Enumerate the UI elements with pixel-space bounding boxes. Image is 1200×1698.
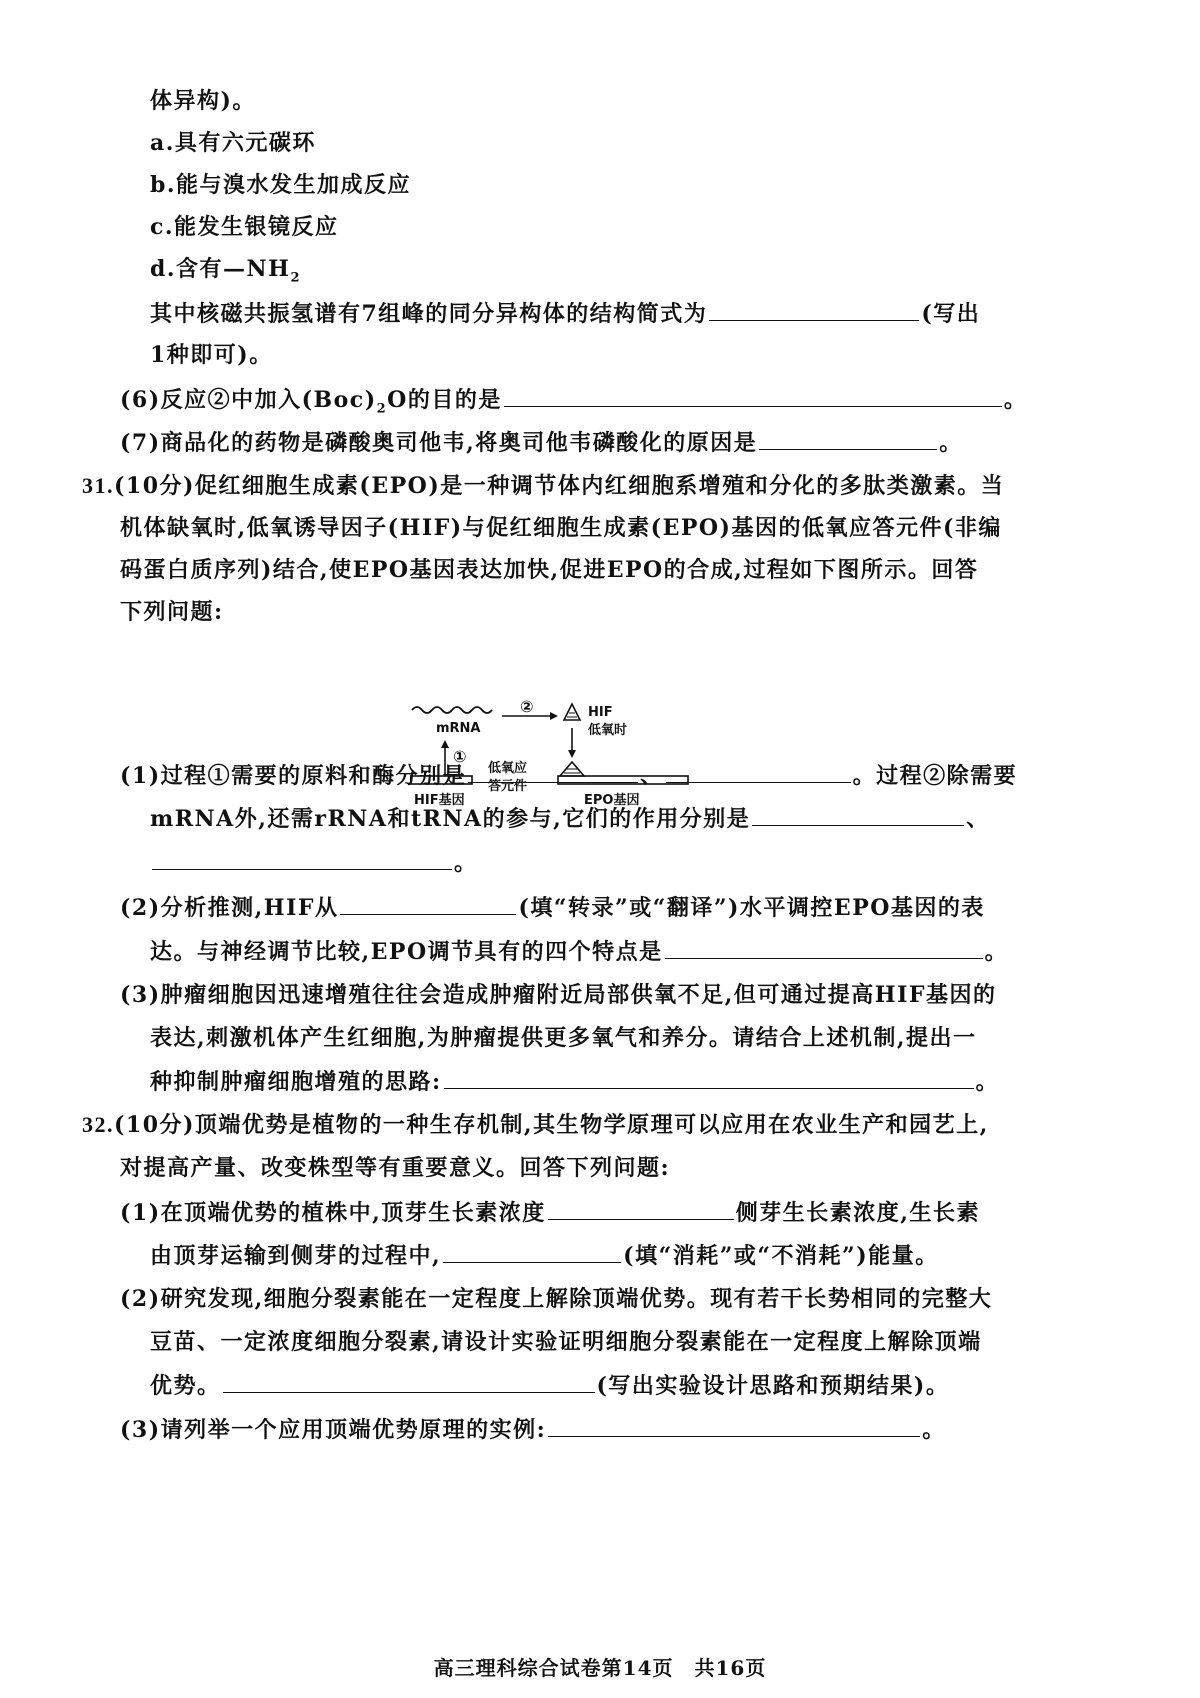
mrna-wave [412, 707, 492, 713]
q31-part2-features-blank[interactable] [665, 936, 983, 959]
q32-part3-example-blank[interactable] [548, 1414, 920, 1437]
q31-part1-enzyme-blank[interactable] [666, 760, 851, 783]
q31-part1-text-b: 。过程②除需要 [852, 763, 1018, 789]
q30-part6-sub: 2 [376, 401, 388, 417]
q30-part6-end: 。 [1003, 387, 1028, 413]
q32-part2-design-blank[interactable] [223, 1370, 595, 1393]
q30-option-d-sub: 2 [290, 270, 301, 286]
q31-stem-line1 [82, 471, 1004, 501]
q32-part1-line1 [120, 1197, 980, 1228]
q31-part1-text-a: (1)过程①需要的原料和酶分别是 [120, 763, 467, 789]
q31-part3-end: 。 [975, 1069, 1000, 1095]
q32-part3-end: 。 [922, 1417, 946, 1443]
q31-part1-end: 。 [454, 850, 478, 876]
q30-option-d-text: d.含有—NH [150, 256, 291, 282]
q32-stem-line1 [82, 1110, 989, 1140]
q30-option-a: a.具有六元碳环 [150, 130, 316, 156]
q30-part7 [120, 427, 963, 458]
q32-part1-energy-blank[interactable] [443, 1240, 621, 1263]
q32-part3 [120, 1414, 946, 1445]
step1-arrowhead [441, 740, 449, 748]
q32-part1-text-d: (填“消耗”或“不消耗”)能量。 [623, 1243, 939, 1269]
q31-part2-level-blank[interactable] [340, 892, 516, 915]
q31-part1-raw-material-blank[interactable] [468, 760, 638, 783]
q30-nmr-tail: (写出 [921, 301, 981, 327]
q32-part1-text-b: 侧芽生长素浓度,生长素 [735, 1200, 980, 1226]
mrna-label: mRNA [436, 721, 481, 736]
q30-part7-answer-blank[interactable] [759, 427, 937, 450]
q31-line1-text: (10分)促红细胞生成素(EPO)是一种调节体内红细胞系增殖和分化的多肽类激素。当 [114, 473, 1005, 499]
q31-part2-text-b: (填“转录”或“翻译”)水平调控EPO基因的表 [518, 895, 985, 921]
q32-part2-line3 [150, 1370, 949, 1401]
q32-line1-text: (10分)顶端优势是植物的一种生存机制,其生物学原理可以应用在农业生产和园艺上, [114, 1112, 989, 1138]
q32-part2-line2: 豆苗、一定浓度细胞分裂素,请设计实验证明细胞分裂素能在一定程度上解除顶端 [150, 1329, 982, 1355]
q32-part1-line2 [150, 1240, 939, 1271]
hif-gene-label: HIF基因 [414, 793, 465, 808]
q30-part7-text: (7)商品化的药物是磷酸奥司他韦,将奥司他韦磷酸化的原因是 [120, 430, 758, 456]
q31-part1-rrna-blank[interactable] [752, 803, 964, 826]
q32-part2-text-c: 优势。 [150, 1373, 221, 1399]
epo-regulation-diagram [410, 700, 770, 810]
q30-option-c: c.能发生银镜反应 [150, 214, 339, 240]
q32-part3-text: (3)请列举一个应用顶端优势原理的实例: [120, 1417, 547, 1443]
step2-arrowhead [550, 712, 558, 720]
q31-part1-sep: 、 [640, 763, 664, 789]
q31-part2-text-a: (2)分析推测,HIF从 [120, 895, 339, 921]
q32-stem-line2: 对提高产量、改变株型等有重要意义。回答下列问题: [120, 1155, 671, 1181]
q31-number: 31. [82, 473, 114, 498]
q31-stem-line3: 码蛋白质序列)结合,使EPO基因表达加快,促进EPO的合成,过程如下图所示。回答 [120, 557, 979, 583]
binding-arrowhead [568, 750, 576, 758]
q31-stem-line2: 机体缺氧时,低氧诱导因子(HIF)与促红细胞生成素(EPO)基因的低氧应答元件(非编 [120, 515, 1002, 541]
q30-nmr-line2: 1种即可)。 [150, 342, 273, 368]
hre-label-line1: 低氧应 [488, 761, 528, 776]
q30-part6-text: O的目的是 [387, 387, 502, 413]
low-o2-time-label: 低氧时 [588, 723, 628, 738]
q31-part1-line2 [150, 803, 990, 834]
q32-part1-compare-blank[interactable] [548, 1197, 734, 1220]
q31-part1-line3 [150, 847, 478, 878]
q30-part7-end: 。 [939, 430, 963, 456]
hif-protein-shape [564, 704, 580, 720]
q31-part1-line1 [120, 760, 1017, 791]
q30-option-b: b.能与溴水发生加成反应 [150, 172, 412, 198]
q30-nmr-answer-blank[interactable] [709, 298, 919, 321]
q30-option-d [150, 254, 301, 293]
step2-label: ② [520, 700, 534, 716]
q30-cont-line: 体异构)。 [150, 88, 256, 114]
q31-part1-text-c: mRNA外,还需rRNA和tRNA的参与,它们的作用分别是 [150, 806, 751, 832]
hif-label: HIF [588, 705, 613, 720]
step1-label: ① [453, 747, 467, 766]
q31-part2-end: 。 [984, 939, 1009, 965]
q32-number: 32. [82, 1112, 114, 1137]
q31-part2-text-c: 达。与神经调节比较,EPO调节具有的四个特点是 [150, 939, 663, 965]
q31-part3-idea-blank[interactable] [444, 1066, 974, 1089]
q30-nmr-line [150, 298, 980, 329]
epo-gene-label: EPO基因 [584, 793, 640, 808]
q32-part1-text-c: 由顶芽运输到侧芽的过程中, [150, 1243, 442, 1269]
q31-part1-sep2: 、 [966, 806, 990, 832]
q31-part3-line2: 表达,刺激机体产生红细胞,为肿瘤提供更多氧气和养分。请结合上述机制,提出一 [150, 1025, 977, 1051]
q31-part2-line1 [120, 892, 985, 923]
q30-part6-prefix: (6)反应②中加入(Boc) [120, 387, 377, 413]
q31-part3-line1: (3)肿瘤细胞因迅速增殖往往会造成肿瘤附近局部供氧不足,但可通过提高HIF基因的 [120, 982, 997, 1008]
page-footer: 高三理科综合试卷第14页 共16页 [433, 1656, 767, 1680]
q32-part1-text-a: (1)在顶端优势的植株中,顶芽生长素浓度 [120, 1200, 546, 1226]
q30-part6-answer-blank[interactable] [504, 384, 1002, 407]
q32-part2-line1: (2)研究发现,细胞分裂素能在一定程度上解除顶端优势。现有若干长势相同的完整大 [120, 1286, 993, 1312]
hre-label-line2: 答元件 [488, 779, 528, 794]
q31-part3-text-c: 种抑制肿瘤细胞增殖的思路: [150, 1069, 442, 1095]
q30-part6 [120, 384, 1027, 424]
q31-part3-line3 [150, 1066, 999, 1097]
q31-part2-line2 [150, 936, 1008, 967]
q30-nmr-text: 其中核磁共振氢谱有7组峰的同分异构体的结构简式为 [150, 301, 708, 327]
q32-part2-text-d: (写出实验设计思路和预期结果)。 [596, 1373, 950, 1399]
q31-part1-trna-blank[interactable] [152, 847, 452, 870]
q31-stem-line4: 下列问题: [120, 599, 224, 625]
